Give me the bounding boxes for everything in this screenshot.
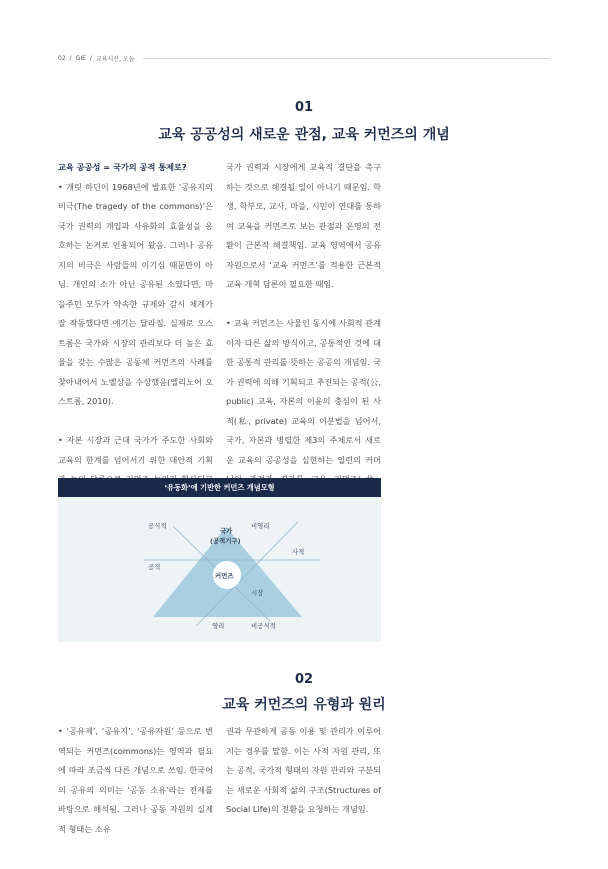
header-separator: /	[69, 54, 72, 62]
header-section: GIE	[75, 54, 86, 62]
figure-title: ‘유동화’에 기반한 커먼즈 개념모형	[58, 478, 381, 497]
paragraph: 국가 권력과 시장에게 교육적 결단을 촉구하는 것으로 해결될 일이 아니기 때문임. 학생, 학부모, 교사, 마을, 시민이 연대를 통하여 교육을 커먼즈로 보는 관점과 운영의 전환이 근본적 해결책임. 교육 영역에서 공유자원으로서 ‘교육 커먼즈’를 적용한 근본적 교육 개혁 담론이 필요한 때임.	[226, 162, 381, 289]
header-chapter: 교육시선, 오늘	[95, 55, 135, 63]
label-non-profit: 비영리	[251, 522, 270, 530]
commons-concept-figure	[58, 478, 381, 642]
section1-subhead: 교육 공공성 = 국가의 공적 통제로?	[58, 162, 187, 172]
label-informal: 비공식적	[251, 622, 276, 630]
page-number: 02	[58, 54, 66, 62]
label-private: 사적	[292, 548, 305, 556]
label-profit: 영리	[212, 622, 225, 630]
section2-title: 교육 커먼즈의 유형과 원리	[222, 697, 386, 713]
label-state-sub: (공적기구)	[210, 537, 241, 545]
header-rule	[143, 58, 550, 59]
paragraph: 권과 무관하게 공동 이용 및 관리가 이루어지는 경우를 말함. 이는 사적 자원 관리, 또는 공적, 국가적 형태의 자원 관리와 구분되는 새로운 사회적 삶의 구조(Structures of Social Life)의 전환을 요청하는 개념임.	[226, 726, 381, 814]
label-state: 국가	[220, 527, 233, 535]
section1-number: 01	[294, 100, 314, 115]
section1-title: 교육 공공성의 새로운 관점, 교육 커먼즈의 개념	[158, 127, 450, 143]
section1-right-column	[226, 158, 381, 509]
paragraph: • 자본 시장과 근대 국가가 주도한 사회와 교육의 한계를 넘어서기 위한 대안적 기획	[58, 435, 213, 465]
section2-left-column	[58, 722, 213, 839]
page-header	[58, 52, 550, 64]
label-public: 공식적	[148, 522, 167, 530]
label-commons: 커먼즈	[215, 572, 234, 580]
header-separator-2: /	[89, 54, 92, 62]
paragraph: • ‘공유제’, ‘공유지’, ‘공유자원’ 등으로 번역되는 커먼즈(commons)는 영역과 필요에 따라 조금씩 다른 개념으로 쓰임. 한국어의 공유의 의미는 ‘공동 소유’라는 전제를 바탕으로 해석됨. 그러나 공동 자원의 실제적 형태는 소유	[58, 726, 213, 834]
concept-diagram	[58, 497, 381, 642]
section2-number: 02	[294, 672, 314, 687]
paragraph: • 교육 커먼즈는 사물인 동시에 사회적 관계이자 다른 삶의 방식이고, 공통적인 것에 대한 공통적 관리를 뜻하는 공공의 개념임. 국가 권력에 의해 기획되고 추진되는 공적(公, public) 교육, 자본의 이윤의 충심이 된 사적(私, private) 교육의 이분법을 넘어서, 국가, 자본과 병렬한 제3의 주체로서 새로운 교육의 공공성을 실현하는 일련의 커머	[226, 318, 381, 465]
section1-left-column	[58, 158, 213, 509]
label-market: 시장	[251, 589, 264, 597]
paragraph: • 개릿 하딘이 1968년에 발표한 ‘공유지의 비극(The tragedy of the commons)’은 국가 권력의 개입과 사유화의 효율성을 옹호하는 논거로 인용되어 왔음. 그러나 공유지의 비극은 사람들의 이기심 때문만이 아님. 개인의 소가 아닌 공유된 소였다면, 마을주민 모두가 약속한 규제와 감시 체계가 잘 작동했다면 얘기는 달라짐. 실제로 오스트롬은 국가와 시장의 관리보다 더 높은 효율을 갖는 수많은 공동체 커먼즈의 사례를 찾아내어서 노벨상을 수상했음(엘리노어 오스트롬, 2010).	[58, 181, 213, 406]
section2-right-column	[226, 722, 381, 820]
label-official: 공적	[148, 563, 161, 571]
